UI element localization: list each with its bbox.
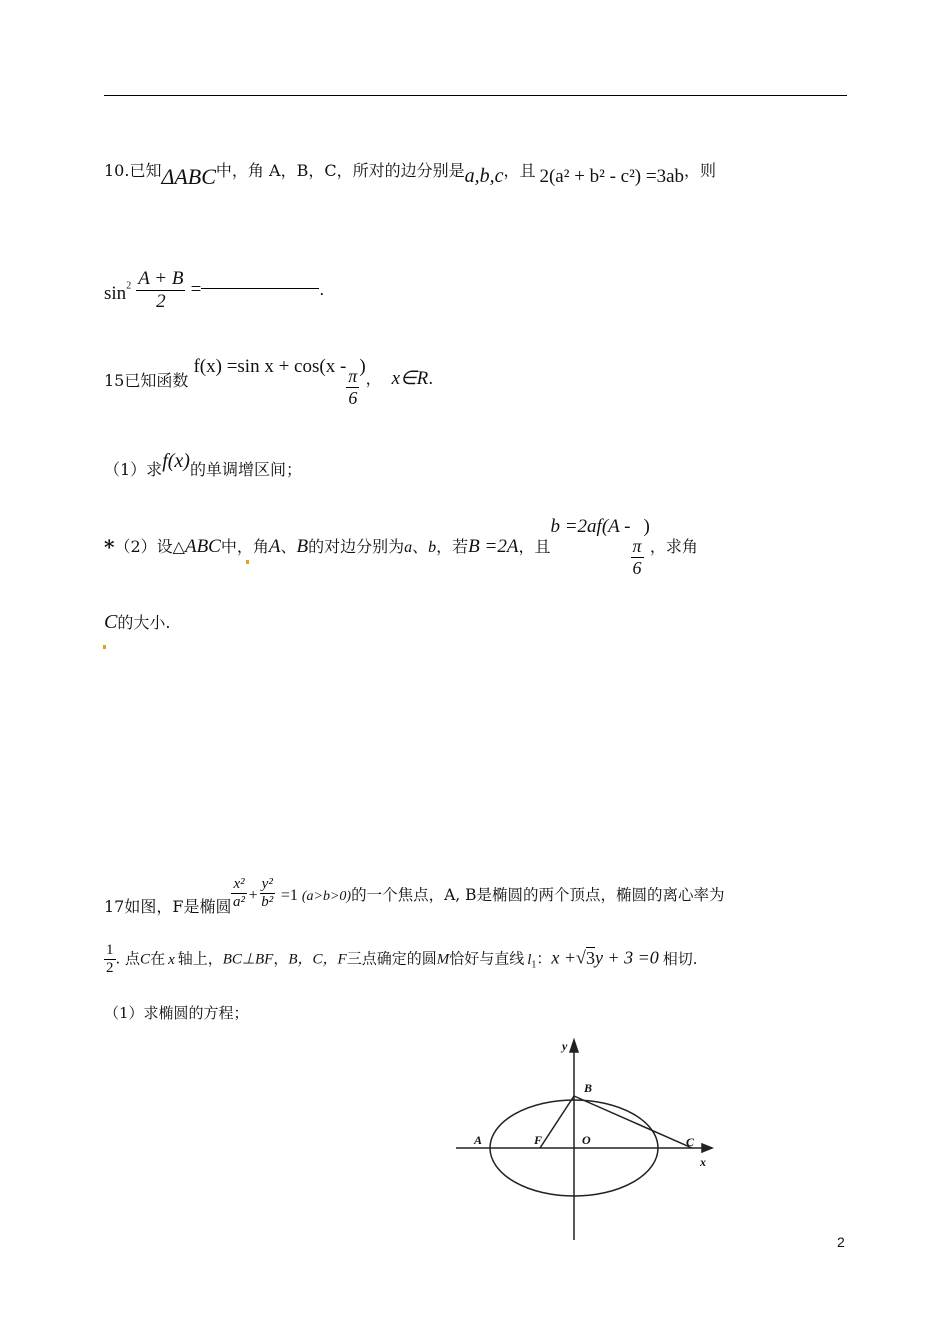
label-b: B (584, 1081, 593, 1095)
q15-prefix: 15已知函数 (104, 371, 189, 390)
x-axis-arrow-icon (702, 1144, 712, 1152)
question-17-line1: 17如图，F是椭圆 $\frac{\text{x²}}{\text{a²}}$ + $\frac{\text{y²}}{\text{b²}}$ =1 (a>b>0)的一个焦点，A, B是椭圆的两个顶点，椭圆的离心率为 (104, 876, 725, 916)
segment-fb (540, 1096, 574, 1148)
tangent-line-eq: y + 3 =0 (594, 947, 659, 968)
y2-over-b2: $\frac{\text{y²}}{\text{b²}}$ (261, 876, 274, 910)
q15-domain: x∈R (391, 368, 429, 389)
marker-dot-2 (103, 645, 106, 649)
question-10-line2: $\sin^2$ $\frac{A + B}{2}$ = . (104, 268, 325, 312)
header-rule (104, 95, 847, 96)
sin-label: sin (104, 283, 127, 304)
question-17-line2: $\frac{1}{2}$ . 点C在 x 轴上，BC⊥BF，B，C，F三点确定的圆M恰好与直线 $l_1$：x +√3y + 3 =0 相切. (106, 942, 698, 976)
q15-part2-line2: C的大小. (104, 611, 171, 633)
q17-condition: (a>b>0) (301, 889, 352, 904)
label-f: F (534, 1133, 543, 1147)
q17-part1: （1）求椭圆的方程； (104, 1004, 249, 1022)
marker-dot (246, 560, 249, 564)
q10-triangle: ΔABC (161, 164, 216, 189)
frac-numerator: A + B (138, 268, 184, 289)
label-a: A (474, 1133, 483, 1147)
q15-part1 (104, 450, 302, 480)
frac-denominator: 2 (156, 291, 166, 312)
q10-sides: a,b,c (464, 165, 504, 187)
question-15-line1: 15已知函数 f(x) =sin x + cos(x - $\frac{\pi}{6}$ )， x∈R. (104, 356, 434, 408)
q15-function: f(x) =sin x + cos(x - (193, 356, 347, 377)
q15-part2-line1: *（2）设△ABC中，角A、B的对边分别为a、b，若B =2A，且b =2af(A - $\frac{\pi}{6}$ )，求角 (104, 516, 698, 578)
bc-perp-bf: BC⊥BF (222, 951, 274, 968)
question-10-line1 (104, 158, 716, 190)
label-x: x (700, 1155, 706, 1169)
q10-text: 中，角 A，B，C，所对的边分别是 (215, 161, 465, 180)
y-axis-arrow-icon (570, 1040, 578, 1052)
angle-c: C (104, 611, 118, 633)
label-c: C (686, 1135, 695, 1149)
pi-over-6: $\frac{\pi}{6}$ (348, 366, 358, 408)
one-half: $\frac{1}{2}$ (106, 942, 114, 976)
page-number: 2 (837, 1234, 845, 1250)
equals-sign: = (190, 279, 202, 300)
q10-text2: ，且 (503, 161, 536, 180)
segment-bc (574, 1096, 692, 1148)
ellipse-figure (450, 1030, 730, 1250)
answer-blank[interactable] (201, 288, 319, 289)
part1-fx: f(x) (162, 450, 190, 472)
part1-text: 的单调增区间； (189, 460, 302, 479)
label-o: O (582, 1133, 591, 1147)
part1-label: （1）求 (104, 460, 163, 479)
q10-prefix: 10.已知 (104, 161, 162, 180)
x2-over-a2: $\frac{\text{x²}}{\text{a²}}$ (233, 876, 246, 910)
b-equals-2a: B =2A (468, 536, 519, 557)
fraction-a-plus-b-over-2 (136, 268, 185, 313)
q10-suffix: ，则 (684, 161, 717, 180)
q10-equation: 2(a² + b² - c²) =3ab (539, 166, 685, 187)
pi-over-6-b: $\frac{\pi}{6}$ (632, 536, 642, 578)
star-icon: * (104, 535, 115, 559)
b-equation: b =2af(A - (550, 516, 631, 537)
label-y: y (562, 1039, 568, 1053)
triangle-abc: ABC (184, 536, 221, 557)
